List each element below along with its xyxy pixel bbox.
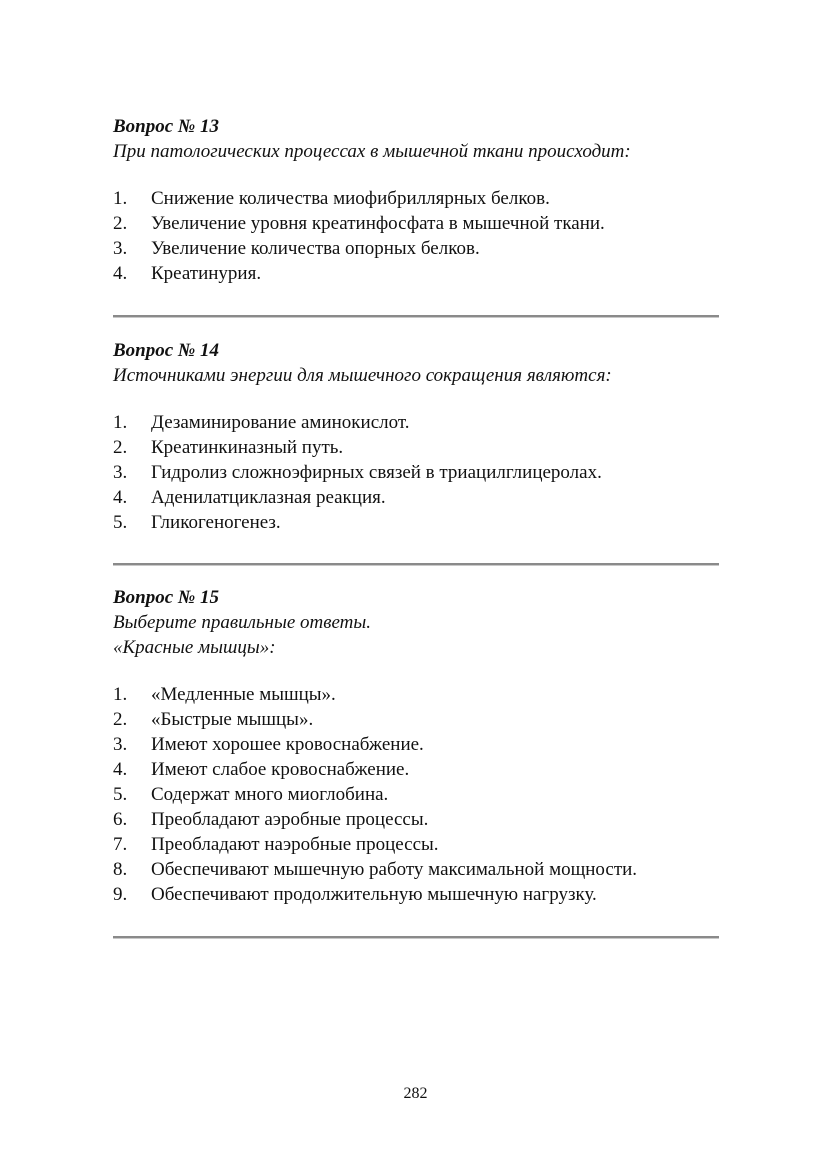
- answer-option: [113, 732, 719, 757]
- answer-options: [113, 410, 719, 535]
- section-divider: [113, 563, 719, 566]
- option-number: 4.: [113, 263, 128, 284]
- option-text: Имеют хорошее кровоснабжение.: [151, 734, 424, 755]
- option-text: Гликогеногенез.: [151, 512, 281, 533]
- question-text: Источниками энергии для мышечного сокращения являются:: [113, 365, 612, 386]
- option-number: 2.: [113, 437, 128, 458]
- option-number: 3.: [113, 734, 128, 755]
- answer-options: [113, 682, 719, 907]
- answer-option: [113, 707, 719, 732]
- option-text: Дезаминирование аминокислот.: [151, 412, 410, 433]
- option-number: 6.: [113, 809, 128, 830]
- option-number: 1.: [113, 188, 128, 209]
- answer-option: [113, 510, 719, 535]
- section-divider: [113, 315, 719, 318]
- option-number: 5.: [113, 784, 128, 805]
- answer-option: [113, 435, 719, 460]
- answer-option: [113, 211, 719, 236]
- option-text: Увеличение уровня креатинфосфата в мышечной ткани.: [151, 213, 605, 234]
- section-divider: [113, 936, 719, 939]
- option-text: Обеспечивают мышечную работу максимальной мощности.: [151, 859, 638, 880]
- option-text: Увеличение количества опорных белков.: [151, 238, 480, 259]
- option-number: 3.: [113, 462, 128, 483]
- option-text: Аденилатциклазная реакция.: [151, 487, 386, 508]
- question-subtext: «Красные мышцы»:: [113, 637, 276, 658]
- option-text: Содержат много миоглобина.: [151, 784, 389, 805]
- question-title: Вопрос № 13: [113, 116, 220, 137]
- answer-option: [113, 261, 719, 286]
- option-number: 3.: [113, 238, 128, 259]
- question-text: При патологических процессах в мышечной ткани происходит:: [113, 141, 631, 162]
- answer-option: [113, 236, 719, 261]
- option-text: Преобладают наэробные процессы.: [151, 834, 439, 855]
- option-text: «Медленные мышцы».: [151, 684, 336, 705]
- answer-option: [113, 832, 719, 857]
- option-text: Имеют слабое кровоснабжение.: [151, 759, 410, 780]
- option-number: 1.: [113, 684, 128, 705]
- question-title: Вопрос № 14: [113, 340, 220, 361]
- option-number: 2.: [113, 709, 128, 730]
- answer-option: [113, 485, 719, 510]
- page-number: 282: [403, 1085, 428, 1102]
- question-title: Вопрос № 15: [113, 587, 220, 608]
- question-text: Выберите правильные ответы.: [113, 612, 372, 633]
- question-14: [113, 338, 719, 535]
- question-13: [113, 114, 719, 286]
- option-number: 8.: [113, 859, 128, 880]
- answer-option: [113, 682, 719, 707]
- option-number: 9.: [113, 884, 128, 905]
- answer-option: [113, 882, 719, 907]
- answer-option: [113, 782, 719, 807]
- answer-option: [113, 460, 719, 485]
- option-number: 2.: [113, 213, 128, 234]
- answer-option: [113, 186, 719, 211]
- option-text: Снижение количества миофибриллярных белков.: [151, 188, 550, 209]
- answer-option: [113, 857, 719, 882]
- answer-option: [113, 757, 719, 782]
- option-text: Преобладают аэробные процессы.: [151, 809, 429, 830]
- option-number: 5.: [113, 512, 128, 533]
- option-text: Обеспечивают продолжительную мышечную нагрузку.: [151, 884, 597, 905]
- option-number: 4.: [113, 759, 128, 780]
- option-text: «Быстрые мышцы».: [151, 709, 314, 730]
- option-text: Креатинурия.: [151, 263, 262, 284]
- option-number: 4.: [113, 487, 128, 508]
- option-number: 7.: [113, 834, 128, 855]
- answer-option: [113, 410, 719, 435]
- answer-option: [113, 807, 719, 832]
- option-number: 1.: [113, 412, 128, 433]
- option-text: Гидролиз сложноэфирных связей в триацилглицеролах.: [151, 462, 602, 483]
- question-15: [113, 585, 719, 907]
- answer-options: [113, 186, 719, 286]
- option-text: Креатинкиназный путь.: [151, 437, 344, 458]
